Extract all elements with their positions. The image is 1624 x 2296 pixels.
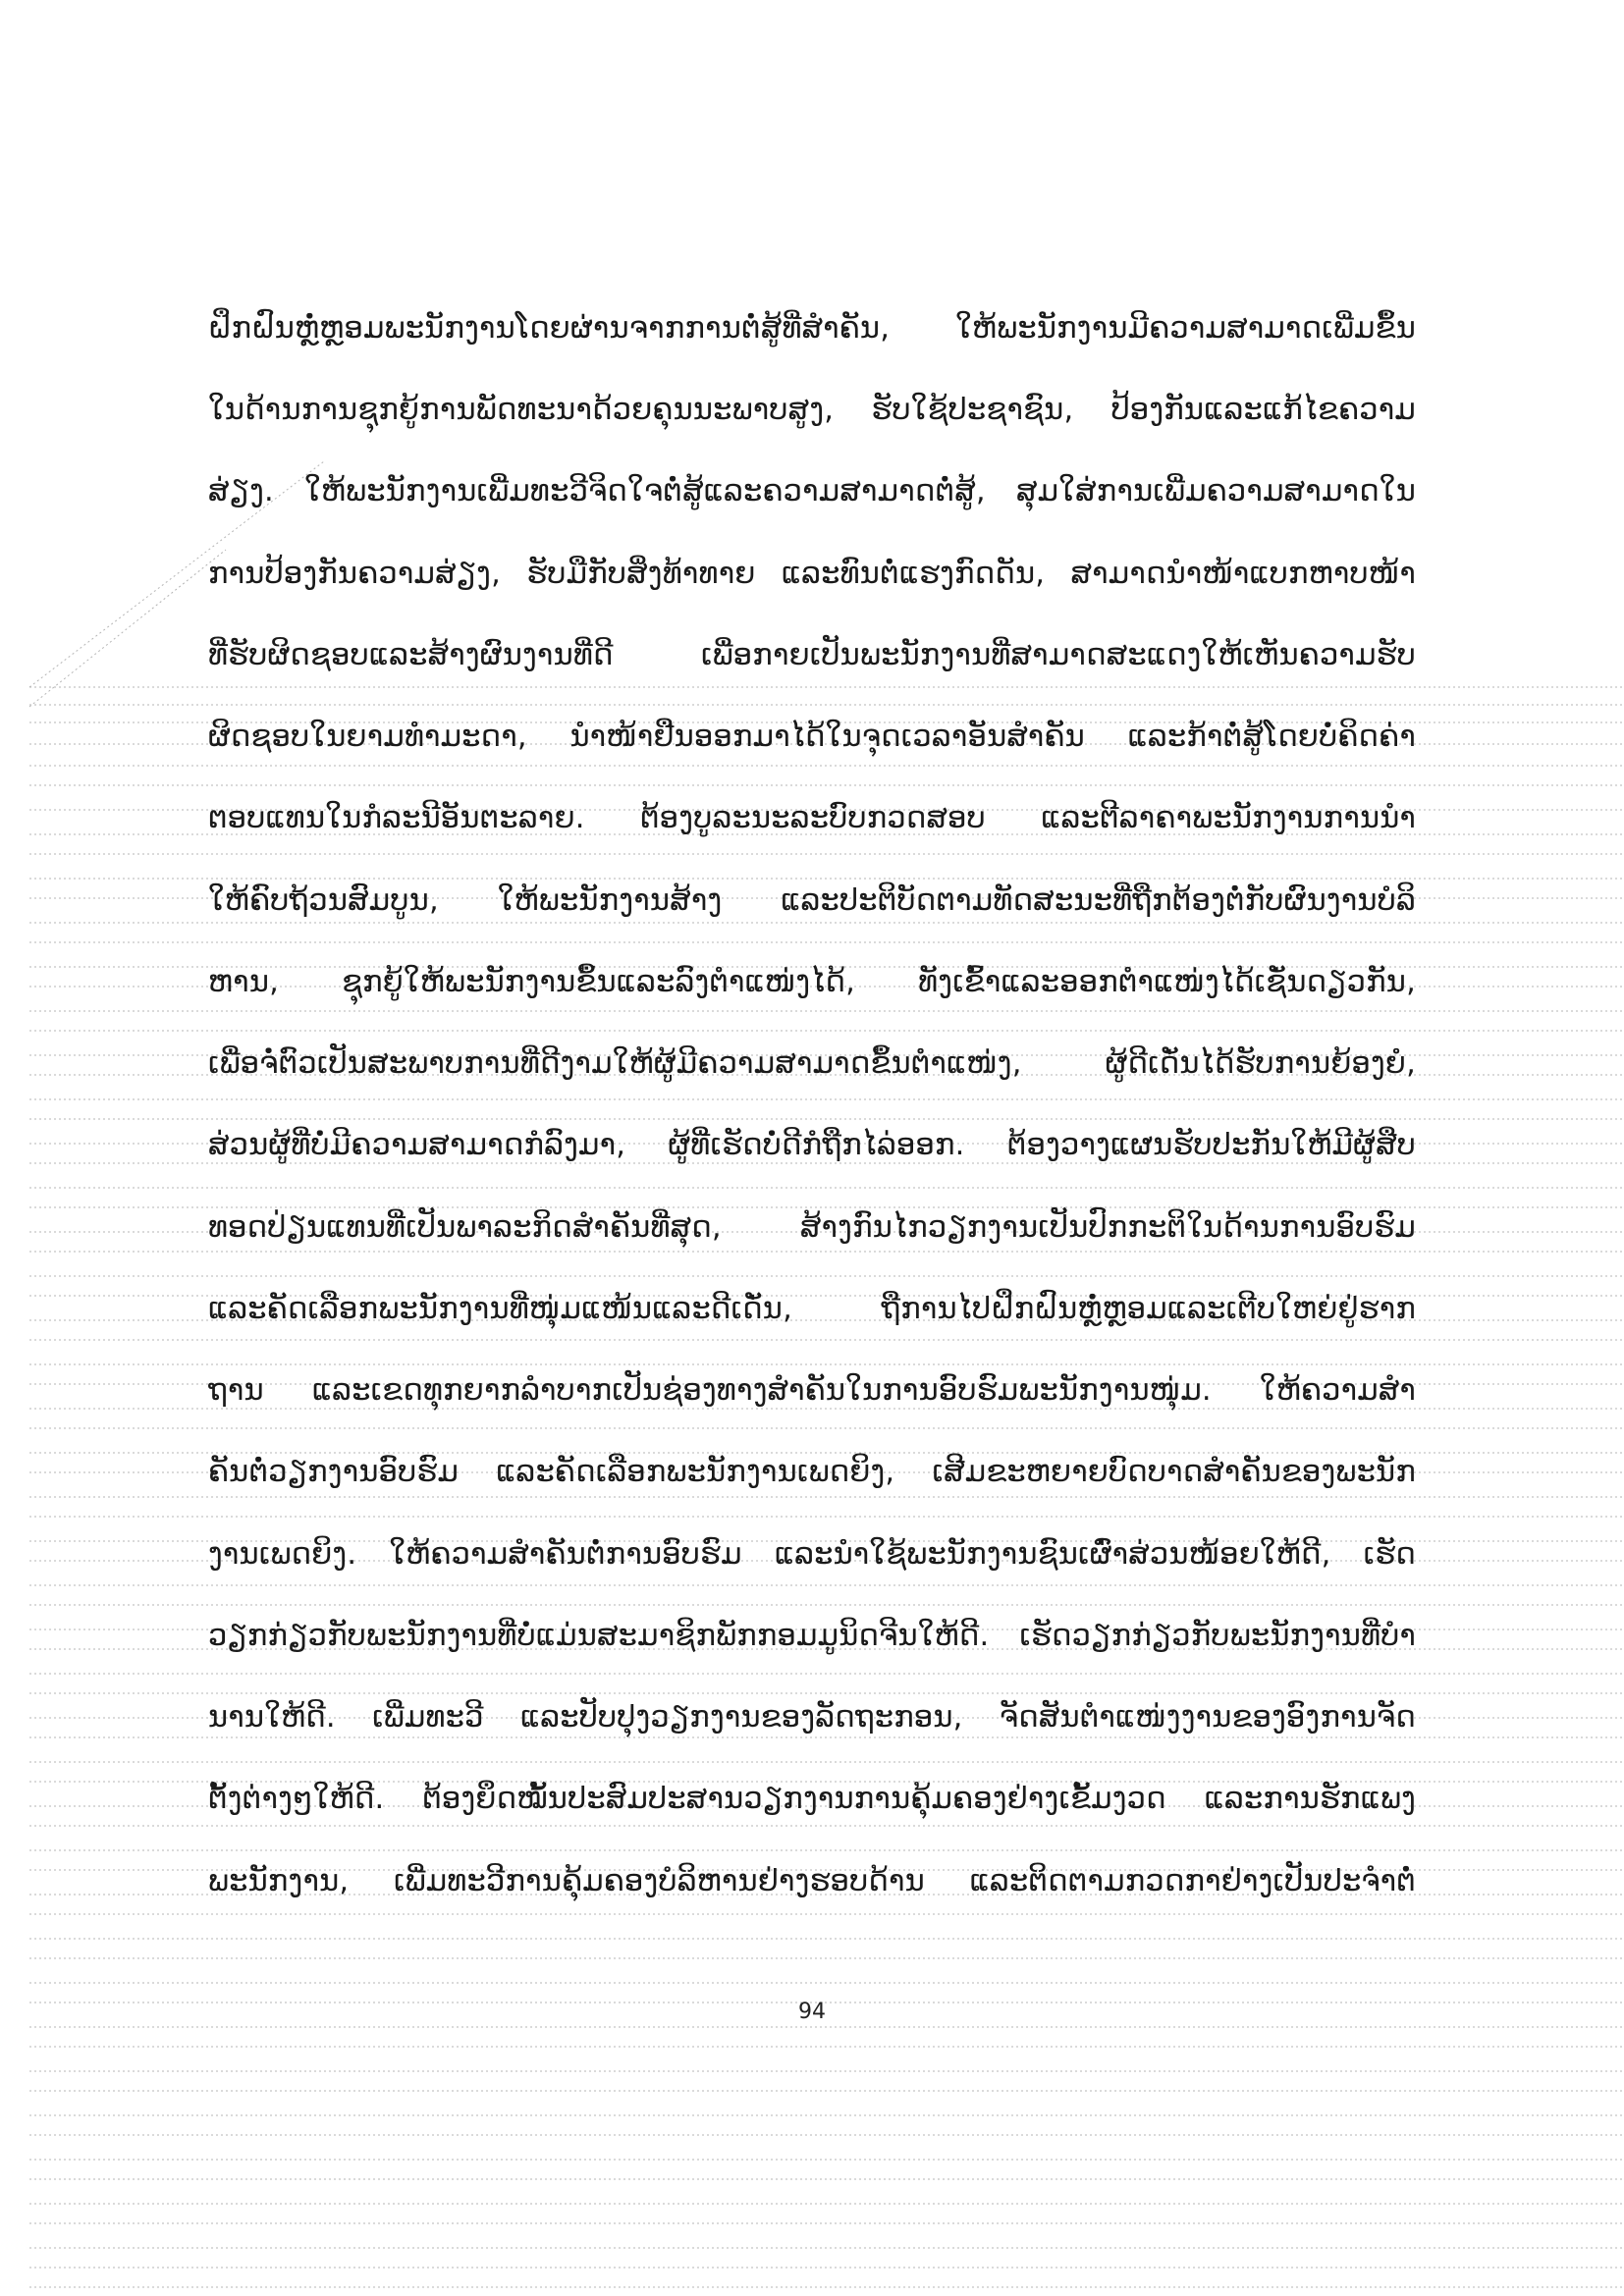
text-line: ທີ່ຮັບຜິດຊອບແລະສ້າງຜົນງານທີ່ດີ ເພື່ອກາຍເປັນພະນັກງານທີ່ສາມາດສະແດງໃຫ້ເຫັນຄວາມຮັບ	[208, 638, 1416, 672]
text-line: ຕັ້ງຕ່າງໆໃຫ້ດີ. ຕ້ອງຍຶດໝັ້ນປະສົມປະສານວຽກງານການຄຸ້ມຄອງຢ່າງເຂັ້ມງວດ ແລະການຮັກແພງ	[208, 1782, 1416, 1816]
text-line: ທອດປ່ຽນແທນທີ່ເປັນພາລະກິດສຳຄັນທີ່ສຸດ, ສ້າງກົນໄກວຽກງານເປັນປົກກະຕິໃນດ້ານການອົບຮົມ	[208, 1210, 1416, 1245]
text-line: ເພື່ອຈໍ່ຕົວເປັນສະພາບການທີ່ດີງາມໃຫ້ຜູ້ມີຄວາມສາມາດຂຶ້ນຕຳແໜ່ງ, ຜູ້ດີເດັ່ນໄດ້ຮັບການຍ້ອງຍໍ,	[208, 1046, 1416, 1081]
text-line: ຕອບແທນໃນກໍລະນີອັນຕະລາຍ. ຕ້ອງບູລະນະລະບົບກວດສອບ ແລະຕີລາຄາພະນັກງານການນຳ	[208, 801, 1416, 835]
page-body-text	[208, 299, 1416, 1968]
text-line: ແລະຄັດເລືອກພະນັກງານທີ່ໜຸ່ມແໜ້ນແລະດີເດັ່ນ, ຖືການໄປຝຶກຝົນຫຼໍ່ຫຼອມແລະເຕີບໃຫຍ່ຢູ່ຮາກ	[208, 1292, 1416, 1326]
text-line: ການປ້ອງກັນຄວາມສ່ຽງ, ຮັບມືກັບສິ່ງທ້າທາຍ ແລະທົນຕໍ່ແຮງກົດດັນ, ສາມາດນຳໜ້າແບກຫາບໜ້າ	[208, 557, 1416, 591]
text-line: ຝຶກຝົນຫຼໍ່ຫຼອມພະນັກງານໂດຍຜ່ານຈາກການຕໍ່ສູ້ທີ່ສຳຄັນ, ໃຫ້ພະນັກງານມີຄວາມສາມາດເພີ່ມຂຶ້ນ	[208, 311, 1416, 346]
text-line: ສ່ຽງ. ໃຫ້ພະນັກງານເພີ່ມທະວີຈິດໃຈຕໍ່ສູ້ແລະຄວາມສາມາດຕໍ່ສູ້, ສຸມໃສ່ການເພີ່ມຄວາມສາມາດໃນ	[208, 474, 1416, 508]
text-line: ໃຫ້ຄົບຖ້ວນສົມບູນ, ໃຫ້ພະນັກງານສ້າງ ແລະປະຕິບັດຕາມທັດສະນະທີ່ຖືກຕ້ອງຕໍ່ກັບຜົນງານບໍລິ	[208, 883, 1416, 918]
text-line: ງານເພດຍິງ. ໃຫ້ຄວາມສຳຄັນຕໍ່ການອົບຮົມ ແລະນຳໃຊ້ພະນັກງານຊົນເຜົ່າສ່ວນໜ້ອຍໃຫ້ດີ, ເຮັດ	[208, 1537, 1416, 1572]
text-line: ສ່ວນຜູ້ທີ່ບໍ່ມີຄວາມສາມາດກໍລົງມາ, ຜູ້ທີ່ເຮັດບໍ່ດີກໍຖືກໄລ່ອອກ. ຕ້ອງວາງແຜນຮັບປະກັນໃຫ້ມີຜູ້ສືບ	[208, 1128, 1416, 1162]
text-line: ຖານ ແລະເຂດທຸກຍາກລຳບາກເປັນຊ່ອງທາງສຳຄັນໃນການອົບຮົມພະນັກງານໜຸ່ມ. ໃຫ້ຄວາມສຳ	[208, 1373, 1416, 1408]
text-line: ຜິດຊອບໃນຍາມທຳມະດາ, ນຳໜ້າຢືນອອກມາໄດ້ໃນຈຸດເວລາອັນສຳຄັນ ແລະກ້າຕໍ່ສູ້ໂດຍບໍ່ຄິດຄ່າ	[208, 720, 1416, 754]
text-line: ໃນດ້ານການຊຸກຍູ້ການພັດທະນາດ້ວຍຄຸນນະພາບສູງ, ຮັບໃຊ້ປະຊາຊົນ, ປ້ອງກັນແລະແກ້ໄຂຄວາມ	[208, 393, 1416, 427]
page-number: 94	[798, 2000, 826, 2024]
text-line: ວຽກກ່ຽວກັບພະນັກງານທີ່ບໍ່ແມ່ນສະມາຊິກພັກກອມມູນິດຈີນໃຫ້ດີ. ເຮັດວຽກກ່ຽວກັບພະນັກງານທີ່ບຳ	[208, 1619, 1416, 1653]
text-line: ຫານ, ຊຸກຍູ້ໃຫ້ພະນັກງານຂຶ້ນແລະລົງຕຳແໜ່ງໄດ້, ທັງເຂົ້າແລະອອກຕຳແໜ່ງໄດ້ເຊັ່ນດຽວກັນ,	[208, 965, 1416, 999]
text-line: ນານໃຫ້ດີ. ເພີ່ມທະວີ ແລະປັບປຸງວຽກງານຂອງລັດຖະກອນ, ຈັດສັນຕຳແໜ່ງງານຂອງອົງການຈັດ	[208, 1700, 1416, 1735]
text-line: ຄັນຕໍ່ວຽກງານອົບຮົມ ແລະຄັດເລືອກພະນັກງານເພດຍິງ, ເສີມຂະຫຍາຍບົດບາດສຳຄັນຂອງພະນັກ	[208, 1455, 1416, 1489]
text-line: ພະນັກງານ, ເພີ່ມທະວີການຄຸ້ມຄອງບໍລິຫານຢ່າງຮອບດ້ານ ແລະຕິດຕາມກວດກາຢ່າງເປັນປະຈຳຕໍ່	[208, 1864, 1416, 1898]
